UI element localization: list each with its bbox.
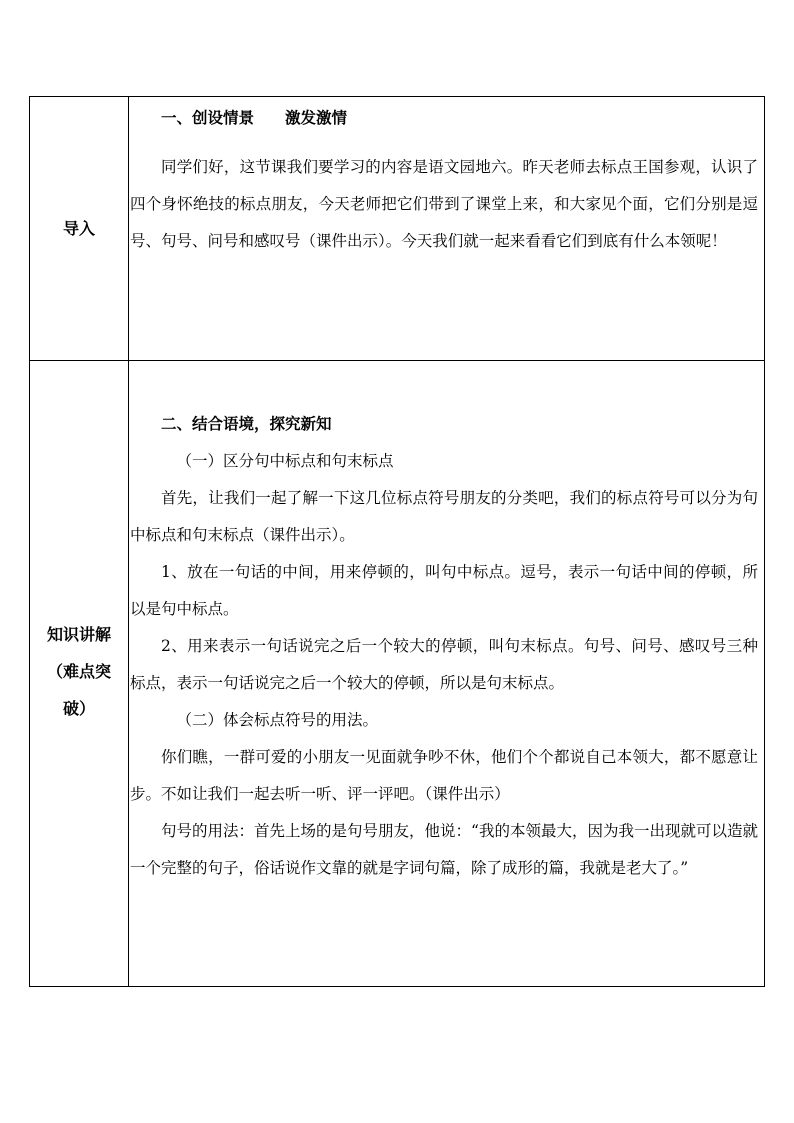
paragraph: 你们瞧，一群可爱的小朋友一见面就争吵不休，他们个个都说自己本领大，都不愿意让步。不如让我们一起去听一听、评一评吧。（课件出示） — [130, 748, 758, 803]
subheading: （二）体会标点符号的用法。 — [176, 711, 379, 729]
knowledge-content — [130, 406, 758, 887]
paragraph: 2、用来表示一句话说完之后一个较大的停顿，叫句末标点。句号、问号、感叹号三种标点，表示一句话说完之后一个较大的停顿，所以是句末标点。 — [130, 637, 758, 692]
section-heading: 二、结合语境，探究新知 — [161, 415, 332, 433]
section-heading: 一、创设情景 激发激情 — [161, 109, 348, 127]
row-label-line: （难点突 — [46, 662, 111, 681]
paragraph: 首先，让我们一起了解一下这几位标点符号朋友的分类吧，我们的标点符号可以分为句中标点和句末标点（课件出示）。 — [130, 489, 758, 544]
subheading: （一）区分句中标点和句末标点 — [176, 452, 394, 470]
row-label-knowledge — [29, 616, 129, 727]
paragraph: 1、放在一句话的中间，用来停顿的，叫句中标点。逗号，表示一句话中间的停顿，所以是句中标点。 — [130, 563, 758, 618]
row-divider — [29, 360, 765, 361]
row-label-line: 破） — [62, 699, 95, 718]
table-border-right — [764, 96, 765, 987]
row-label-line: 知识讲解 — [46, 625, 111, 644]
intro-content — [130, 100, 758, 260]
table-border-bottom — [29, 986, 765, 987]
table-border-top — [29, 96, 765, 97]
row-label-intro: 导入 — [62, 219, 95, 238]
paragraph: 句号的用法：首先上场的是句号朋友，他说：“我的本领最大，因为我一出现就可以造就一个完整的句子，俗话说作文靠的就是字词句篇，除了成形的篇，我就是老大了。” — [130, 822, 758, 877]
paragraph: 同学们好，这节课我们要学习的内容是语文园地六。昨天老师去标点王国参观，认识了四个身怀绝技的标点朋友，今天老师把它们带到了课堂上来，和大家见个面，它们分别是逗号、句号、问号和感叹号（课件出示）。今天我们就一起来看看它们到底有什么本领呢！ — [130, 158, 758, 250]
